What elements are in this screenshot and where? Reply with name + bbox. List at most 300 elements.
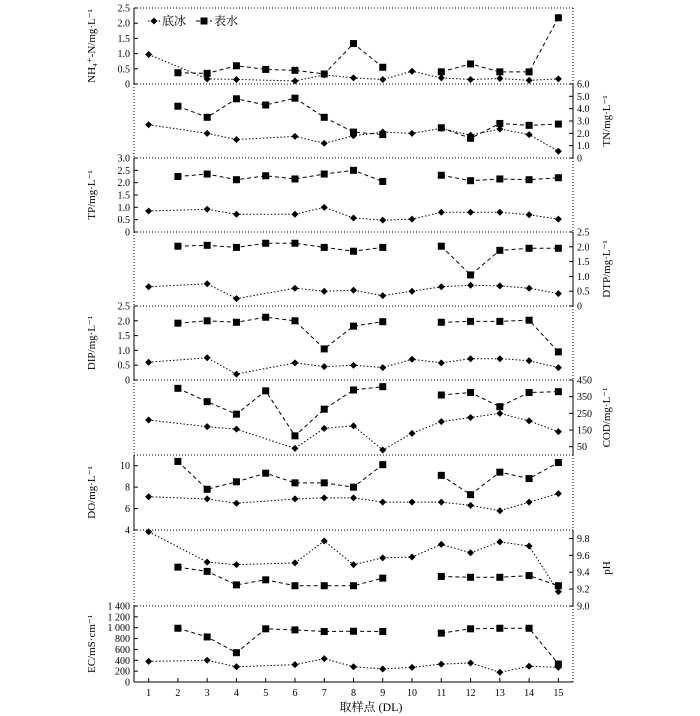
series-water-point bbox=[291, 95, 298, 102]
panel-5 bbox=[86, 302, 573, 387]
x-tick-label: 14 bbox=[524, 688, 535, 699]
series-water-point bbox=[496, 403, 503, 410]
series-ice-point bbox=[321, 494, 328, 501]
series-water-point bbox=[174, 320, 181, 327]
x-tick-label: 12 bbox=[465, 688, 476, 699]
y-tick-label: 1.5 bbox=[117, 33, 130, 45]
series-water-point bbox=[496, 175, 503, 182]
series-ice-point bbox=[526, 131, 533, 138]
series-water-point bbox=[262, 470, 269, 477]
series-water-point bbox=[467, 271, 474, 278]
series-ice-point bbox=[291, 285, 298, 292]
y-tick-label: 0 bbox=[577, 301, 582, 313]
series-water-point bbox=[204, 486, 211, 493]
series-water-point bbox=[438, 630, 445, 637]
series-water-point bbox=[438, 124, 445, 131]
x-tick-label: 1 bbox=[146, 688, 152, 699]
y-axis-label: TP/mg·L⁻¹ bbox=[86, 170, 98, 220]
y-tick-label: 1.0 bbox=[577, 141, 590, 153]
y-tick-label: 0 bbox=[577, 153, 582, 165]
series-ice-point bbox=[291, 359, 298, 366]
series-ice-point bbox=[467, 355, 474, 362]
series-ice-point bbox=[409, 554, 416, 561]
series-ice-point bbox=[379, 217, 386, 224]
y-tick-label: 0 bbox=[125, 375, 130, 387]
legend-ice-marker bbox=[151, 18, 158, 25]
x-tick-label: 15 bbox=[553, 688, 564, 699]
series-water-point bbox=[233, 649, 240, 656]
series-water-point bbox=[379, 318, 386, 325]
series-ice-point bbox=[526, 285, 533, 292]
series-ice-point bbox=[438, 209, 445, 216]
series-water-point bbox=[438, 392, 445, 399]
y-tick-label: 9.0 bbox=[577, 601, 590, 613]
y-tick-label: 1.0 bbox=[117, 49, 130, 61]
series-ice-point bbox=[291, 77, 298, 84]
series-ice-point bbox=[555, 428, 562, 435]
series-ice-point bbox=[438, 418, 445, 425]
series-water-point bbox=[467, 491, 474, 498]
panel-8 bbox=[134, 528, 613, 612]
series-water-point bbox=[438, 172, 445, 179]
series-ice-point bbox=[526, 357, 533, 364]
y-tick-label: 0.5 bbox=[117, 215, 130, 227]
series-ice-point bbox=[204, 657, 211, 664]
series-ice-point bbox=[291, 133, 298, 140]
y-tick-label: 1 200 bbox=[107, 612, 130, 624]
series-ice-point bbox=[233, 561, 240, 568]
y-tick-label: 400 bbox=[115, 655, 130, 667]
y-tick-label: 1.0 bbox=[577, 271, 590, 283]
series-water-point bbox=[291, 626, 298, 633]
series-water-line bbox=[441, 320, 558, 352]
y-axis-label: TN/mg·L⁻¹ bbox=[601, 95, 613, 147]
series-water-point bbox=[496, 247, 503, 254]
series-water-point bbox=[262, 625, 269, 632]
series-water-point bbox=[174, 458, 181, 465]
series-water-point bbox=[291, 479, 298, 486]
y-tick-label: 0.5 bbox=[117, 360, 130, 372]
series-ice-point bbox=[321, 140, 328, 147]
series-ice-point bbox=[291, 495, 298, 502]
series-ice-point bbox=[409, 430, 416, 437]
series-ice-point bbox=[526, 211, 533, 218]
series-water-point bbox=[350, 323, 357, 330]
series-water-point bbox=[467, 177, 474, 184]
y-axis-label: NH₄⁺-N/mg·L⁻¹ bbox=[86, 9, 98, 83]
y-tick-label: 800 bbox=[115, 634, 130, 646]
series-water-point bbox=[496, 625, 503, 632]
series-ice-point bbox=[438, 661, 445, 668]
series-ice-point bbox=[467, 414, 474, 421]
y-tick-label: 1.5 bbox=[117, 331, 130, 343]
series-ice-point bbox=[145, 493, 152, 500]
series-water-point bbox=[262, 240, 269, 247]
series-water-point bbox=[467, 574, 474, 581]
series-ice-point bbox=[409, 68, 416, 75]
series-water-point bbox=[438, 243, 445, 250]
series-ice-point bbox=[350, 287, 357, 294]
series-ice-point bbox=[321, 363, 328, 370]
series-ice-point bbox=[526, 663, 533, 670]
series-water-point bbox=[496, 318, 503, 325]
series-ice-point bbox=[438, 541, 445, 548]
series-ice-point bbox=[467, 282, 474, 289]
panel-7 bbox=[86, 455, 573, 537]
series-ice-point bbox=[145, 528, 152, 535]
y-tick-label: 9.2 bbox=[577, 584, 590, 596]
series-water-point bbox=[496, 120, 503, 127]
series-water-point bbox=[526, 245, 533, 252]
series-ice-point bbox=[555, 490, 562, 497]
series-ice-point bbox=[233, 500, 240, 507]
series-ice-point bbox=[467, 660, 474, 667]
y-tick-label: 250 bbox=[577, 408, 592, 420]
y-axis-label: pH bbox=[601, 561, 613, 575]
series-ice-point bbox=[409, 130, 416, 137]
series-ice-point bbox=[291, 211, 298, 218]
series-ice-point bbox=[409, 356, 416, 363]
series-water-point bbox=[174, 564, 181, 571]
series-ice-point bbox=[321, 204, 328, 211]
y-tick-label: 0 bbox=[125, 227, 130, 239]
series-water-point bbox=[555, 582, 562, 589]
series-ice-point bbox=[555, 148, 562, 155]
series-water-point bbox=[291, 582, 298, 589]
y-tick-label: 9.6 bbox=[577, 550, 590, 562]
series-water-line bbox=[178, 44, 383, 74]
series-ice-point bbox=[233, 211, 240, 218]
x-axis-label: 取样点 (DL) bbox=[339, 700, 403, 714]
y-tick-label: 4 bbox=[125, 525, 130, 537]
series-water-point bbox=[291, 432, 298, 439]
series-ice-point bbox=[496, 355, 503, 362]
series-water-point bbox=[555, 348, 562, 355]
series-ice-point bbox=[145, 208, 152, 215]
y-tick-label: 9.4 bbox=[577, 567, 590, 579]
panel-1 bbox=[86, 4, 573, 91]
series-water-point bbox=[555, 121, 562, 128]
x-tick-label: 7 bbox=[321, 688, 327, 699]
series-ice-point bbox=[145, 121, 152, 128]
y-tick-label: 150 bbox=[577, 425, 592, 437]
panel-4 bbox=[134, 228, 613, 313]
series-ice-point bbox=[321, 288, 328, 295]
series-water-point bbox=[496, 68, 503, 75]
y-tick-label: 3.0 bbox=[117, 153, 130, 165]
series-ice-point bbox=[145, 283, 152, 290]
series-water-point bbox=[291, 317, 298, 324]
series-water-line bbox=[441, 18, 558, 72]
series-water-point bbox=[233, 411, 240, 418]
series-ice-point bbox=[291, 559, 298, 566]
series-water-point bbox=[350, 484, 357, 491]
series-ice-point bbox=[204, 559, 211, 566]
y-tick-label: 2.0 bbox=[577, 128, 590, 140]
y-tick-label: 9.8 bbox=[577, 533, 590, 545]
series-water-point bbox=[467, 60, 474, 67]
y-tick-label: 4.0 bbox=[577, 104, 590, 116]
series-water-point bbox=[350, 582, 357, 589]
series-water-point bbox=[438, 472, 445, 479]
series-ice-point bbox=[145, 359, 152, 366]
legend-water-marker bbox=[201, 18, 208, 25]
series-water-point bbox=[467, 318, 474, 325]
series-ice-point bbox=[145, 658, 152, 665]
series-water-point bbox=[350, 129, 357, 136]
legend-ice-label: 底冰 bbox=[162, 14, 187, 28]
series-water-point bbox=[350, 40, 357, 47]
series-water-point bbox=[467, 625, 474, 632]
panel-9 bbox=[86, 602, 573, 689]
y-tick-label: 1 000 bbox=[107, 623, 130, 635]
series-water-point bbox=[555, 14, 562, 21]
series-water-point bbox=[233, 319, 240, 326]
series-water-point bbox=[204, 171, 211, 178]
series-water-point bbox=[526, 317, 533, 324]
y-tick-label: 50 bbox=[577, 442, 587, 454]
y-tick-label: 2.0 bbox=[117, 316, 130, 328]
series-water-point bbox=[379, 628, 386, 635]
series-water-point bbox=[379, 178, 386, 185]
series-water-point bbox=[233, 581, 240, 588]
y-axis-label: DO/mg·L⁻¹ bbox=[86, 466, 98, 519]
series-ice-point bbox=[233, 295, 240, 302]
series-water-point bbox=[526, 572, 533, 579]
series-water-point bbox=[262, 576, 269, 583]
series-ice-point bbox=[438, 283, 445, 290]
series-ice-point bbox=[555, 216, 562, 223]
series-water-point bbox=[262, 66, 269, 73]
series-ice-point bbox=[350, 214, 357, 221]
series-ice-point bbox=[467, 502, 474, 509]
series-water-point bbox=[438, 68, 445, 75]
series-ice-point bbox=[350, 494, 357, 501]
series-ice-point bbox=[555, 75, 562, 82]
y-tick-label: 2.5 bbox=[577, 227, 590, 239]
series-ice-point bbox=[350, 663, 357, 670]
series-water-point bbox=[233, 478, 240, 485]
series-water-point bbox=[555, 459, 562, 466]
series-ice-point bbox=[379, 364, 386, 371]
series-water-point bbox=[291, 67, 298, 74]
series-water-point bbox=[262, 172, 269, 179]
series-ice-point bbox=[379, 554, 386, 561]
series-water-point bbox=[233, 176, 240, 183]
series-water-point bbox=[233, 95, 240, 102]
y-tick-label: 1.0 bbox=[117, 345, 130, 357]
x-tick-label: 5 bbox=[263, 688, 269, 699]
series-water-point bbox=[321, 70, 328, 77]
series-ice-point bbox=[233, 371, 240, 378]
x-tick-label: 2 bbox=[175, 688, 181, 699]
panels bbox=[86, 4, 613, 689]
series-water-point bbox=[438, 319, 445, 326]
series-water-point bbox=[379, 64, 386, 71]
series-ice-point bbox=[526, 77, 533, 84]
series-water-point bbox=[174, 385, 181, 392]
y-tick-label: 5.0 bbox=[577, 91, 590, 103]
y-axis-label: EC/mS·cm⁻¹ bbox=[86, 615, 98, 673]
y-tick-label: 0.5 bbox=[577, 286, 590, 298]
series-water-point bbox=[555, 661, 562, 668]
y-tick-label: 350 bbox=[577, 392, 592, 404]
series-ice-point bbox=[350, 362, 357, 369]
panel-3 bbox=[86, 154, 573, 239]
series-ice-point bbox=[233, 663, 240, 670]
series-water-point bbox=[555, 174, 562, 181]
y-axis-label: COD/mg·L⁻¹ bbox=[601, 387, 613, 448]
x-tick-label: 6 bbox=[292, 688, 298, 699]
y-tick-label: 0.5 bbox=[117, 64, 130, 76]
series-water-point bbox=[526, 625, 533, 632]
series-ice-point bbox=[409, 216, 416, 223]
x-tick-label: 8 bbox=[351, 688, 356, 699]
series-water-point bbox=[291, 175, 298, 182]
series-water-point bbox=[204, 633, 211, 640]
series-ice-point bbox=[291, 445, 298, 452]
series-ice-point bbox=[204, 130, 211, 137]
series-water-point bbox=[526, 176, 533, 183]
series-water-point bbox=[379, 575, 386, 582]
series-water-point bbox=[262, 314, 269, 321]
series-ice-point bbox=[409, 288, 416, 295]
series-ice-point bbox=[467, 549, 474, 556]
series-water-point bbox=[321, 244, 328, 251]
x-tick-label: 4 bbox=[233, 688, 239, 699]
series-ice-point bbox=[526, 417, 533, 424]
series-water-point bbox=[496, 574, 503, 581]
y-tick-label: 8 bbox=[125, 482, 130, 494]
series-water-point bbox=[321, 628, 328, 635]
series-ice-point bbox=[350, 74, 357, 81]
x-axis bbox=[146, 678, 563, 699]
panel-2 bbox=[134, 80, 613, 165]
series-ice-point bbox=[145, 417, 152, 424]
series-ice-point bbox=[496, 75, 503, 82]
series-ice-point bbox=[496, 209, 503, 216]
series-ice-point bbox=[555, 364, 562, 371]
series-water-point bbox=[321, 479, 328, 486]
series-ice-point bbox=[526, 543, 533, 550]
series-water-line bbox=[441, 463, 558, 495]
series-water-point bbox=[321, 582, 328, 589]
series-water-point bbox=[526, 68, 533, 75]
series-water-point bbox=[350, 248, 357, 255]
y-tick-label: 2.0 bbox=[117, 178, 130, 190]
x-tick-label: 10 bbox=[407, 688, 418, 699]
series-ice-point bbox=[438, 359, 445, 366]
x-tick-label: 9 bbox=[380, 688, 386, 699]
series-ice-point bbox=[379, 499, 386, 506]
series-ice-point bbox=[291, 661, 298, 668]
series-ice-point bbox=[438, 499, 445, 506]
series-water-point bbox=[321, 171, 328, 178]
series-water-point bbox=[526, 122, 533, 129]
series-ice-line bbox=[149, 413, 559, 450]
y-tick-label: 2.5 bbox=[117, 165, 130, 177]
series-water-point bbox=[262, 101, 269, 108]
y-tick-label: 0 bbox=[125, 677, 130, 689]
series-ice-point bbox=[496, 282, 503, 289]
y-tick-label: 1.0 bbox=[117, 202, 130, 214]
legend bbox=[148, 13, 238, 28]
series-ice-point bbox=[204, 495, 211, 502]
series-water-point bbox=[321, 345, 328, 352]
series-water-point bbox=[174, 69, 181, 76]
series-ice-point bbox=[409, 664, 416, 671]
series-water-point bbox=[555, 388, 562, 395]
y-tick-label: 2.0 bbox=[577, 242, 590, 254]
legend-water-label: 表水 bbox=[214, 14, 239, 28]
series-ice-point bbox=[233, 426, 240, 433]
series-water-point bbox=[204, 242, 211, 249]
series-ice-point bbox=[204, 354, 211, 361]
series-water-point bbox=[174, 173, 181, 180]
y-tick-label: 2.0 bbox=[117, 18, 130, 30]
series-ice-point bbox=[321, 655, 328, 662]
y-tick-label: 1 400 bbox=[107, 601, 130, 613]
series-water-point bbox=[204, 317, 211, 324]
series-water-point bbox=[262, 387, 269, 394]
series-water-point bbox=[204, 114, 211, 121]
series-ice-point bbox=[204, 280, 211, 287]
y-tick-label: 200 bbox=[115, 666, 130, 678]
series-water-point bbox=[321, 114, 328, 121]
series-ice-point bbox=[526, 499, 533, 506]
y-tick-label: 2.5 bbox=[117, 301, 130, 313]
series-water-point bbox=[379, 244, 386, 251]
series-water-point bbox=[291, 240, 298, 247]
y-tick-label: 0 bbox=[125, 79, 130, 91]
series-ice-point bbox=[145, 51, 152, 58]
series-water-point bbox=[496, 469, 503, 476]
series-water-point bbox=[350, 387, 357, 394]
series-water-point bbox=[174, 625, 181, 632]
series-water-point bbox=[467, 389, 474, 396]
series-water-point bbox=[438, 573, 445, 580]
series-water-point bbox=[233, 62, 240, 69]
y-tick-label: 450 bbox=[577, 375, 592, 387]
panel-6 bbox=[134, 376, 613, 456]
series-water-point bbox=[321, 406, 328, 413]
series-water-point bbox=[379, 383, 386, 390]
y-axis-label: DIP/mg·L⁻¹ bbox=[86, 315, 98, 371]
series-water-point bbox=[204, 70, 211, 77]
series-ice-point bbox=[204, 423, 211, 430]
series-water-point bbox=[204, 398, 211, 405]
series-water-point bbox=[526, 389, 533, 396]
series-ice-point bbox=[496, 538, 503, 545]
series-ice-point bbox=[496, 507, 503, 514]
series-ice-point bbox=[467, 209, 474, 216]
series-water-point bbox=[350, 628, 357, 635]
x-tick-label: 13 bbox=[494, 688, 505, 699]
y-tick-label: 600 bbox=[115, 644, 130, 656]
series-ice-point bbox=[409, 499, 416, 506]
series-ice-point bbox=[496, 410, 503, 417]
y-tick-label: 1.5 bbox=[577, 257, 590, 269]
series-water-point bbox=[555, 245, 562, 252]
series-ice-point bbox=[496, 669, 503, 676]
series-water-point bbox=[350, 167, 357, 174]
y-tick-label: 6 bbox=[125, 504, 130, 516]
series-water-point bbox=[526, 475, 533, 482]
series-water-point bbox=[174, 243, 181, 250]
y-axis-label: DTP/mg·L⁻¹ bbox=[601, 240, 613, 298]
series-water-line bbox=[441, 628, 558, 664]
series-ice-point bbox=[204, 206, 211, 213]
